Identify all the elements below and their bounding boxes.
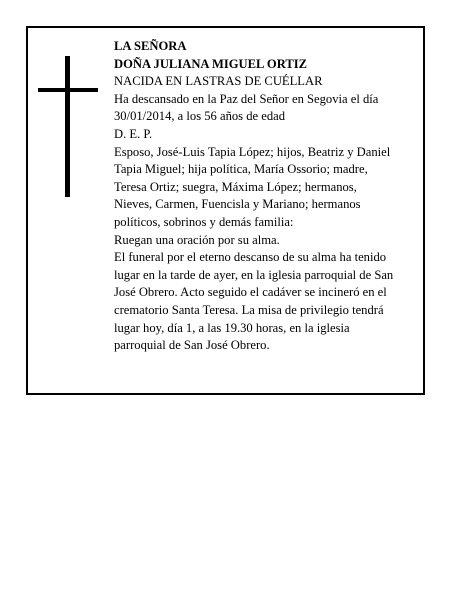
death-line-1: Ha descansado en la Paz del Señor en Segovia el día bbox=[114, 91, 379, 106]
deceased-name: DOÑA JULIANA MIGUEL ORTIZ bbox=[114, 56, 308, 71]
family-line: Nieves, Carmen, Fuencisla y Mariano; hermanos bbox=[114, 197, 361, 212]
family-line: Esposo, José-Luis Tapia López; hijos, Beatriz y Daniel bbox=[114, 144, 391, 159]
notice-title: LA SEÑORA bbox=[114, 39, 187, 53]
funeral-line: El funeral por el eterno descanso de su alma ha tenido bbox=[114, 250, 387, 265]
cross-horizontal-bar bbox=[38, 88, 98, 92]
rip-text: D. E. P. bbox=[114, 126, 153, 141]
cross-vertical-bar bbox=[65, 56, 70, 197]
family-line: Tapia Miguel; hija política, María Ossorio; madre, bbox=[114, 162, 368, 177]
birthplace: NACIDA EN LASTRAS DE CUÉLLAR bbox=[114, 74, 323, 89]
death-line-2: 30/01/2014, a los 56 años de edad bbox=[114, 109, 286, 124]
funeral-line: José Obrero. Acto seguido el cadáver se incineró en el bbox=[114, 285, 387, 300]
funeral-line: lugar en la tarde de ayer, en la iglesia parroquial de San bbox=[114, 267, 394, 282]
family-line: políticos, sobrinos y demás familia: bbox=[114, 214, 294, 229]
funeral-line: lugar hoy, día 1, a las 19.30 horas, en la iglesia bbox=[114, 320, 350, 335]
family-line: Teresa Ortiz; suegra, Máxima López; hermanos, bbox=[114, 179, 357, 194]
prayer-request: Ruegan una oración por su alma. bbox=[114, 232, 280, 247]
cross-icon bbox=[38, 56, 98, 197]
funeral-line: crematorio Santa Teresa. La misa de privilegio tendrá bbox=[114, 302, 384, 317]
funeral-line: parroquial de San José Obrero. bbox=[114, 338, 270, 353]
obituary-text bbox=[114, 38, 420, 355]
